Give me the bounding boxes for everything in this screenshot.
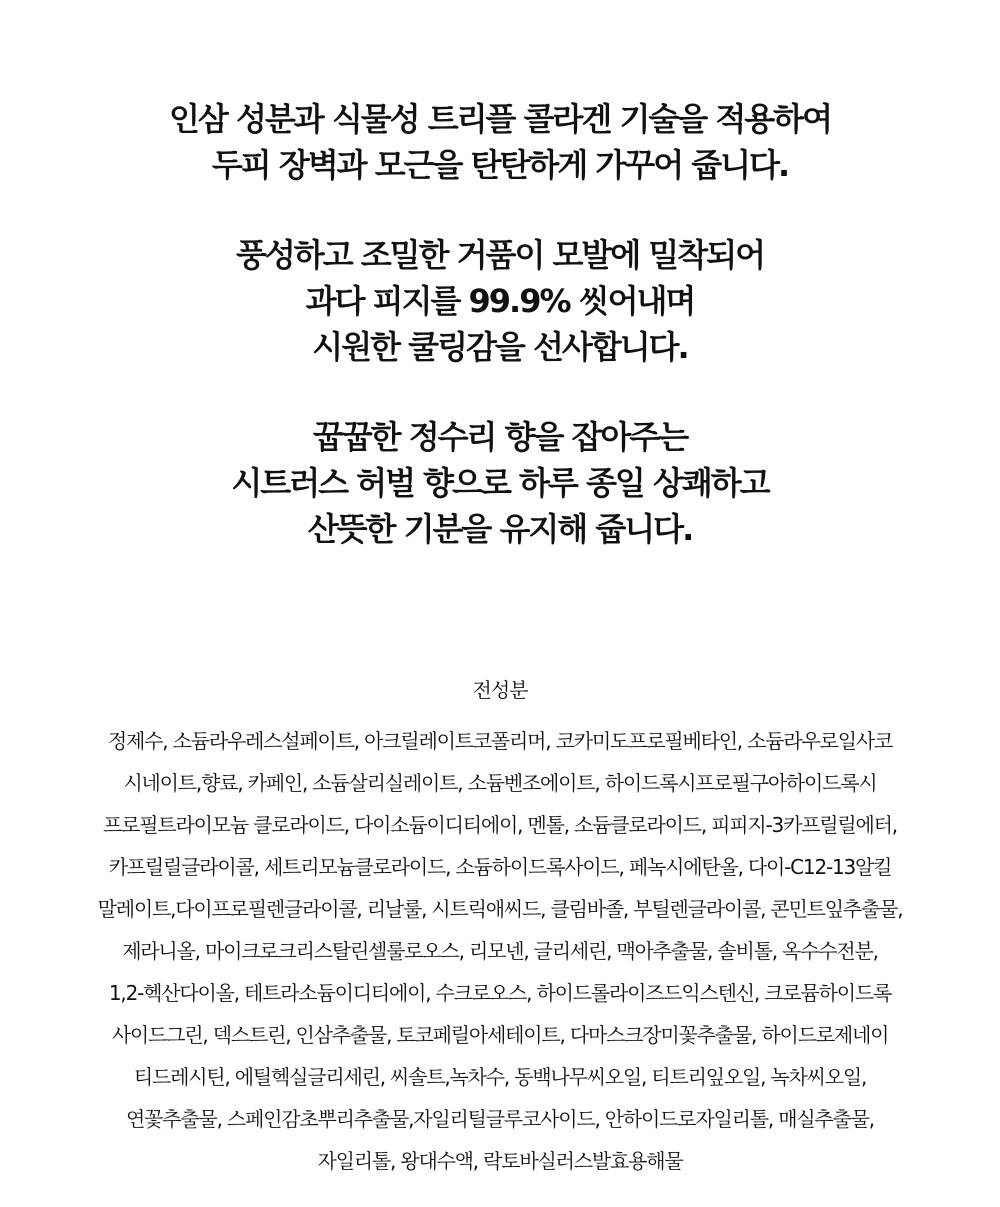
description-paragraph-1: [0, 96, 1000, 188]
ingredients-line: 사이드그린, 덱스트린, 인삼추출물, 토코페릴아세테이트, 다마스크장미꽃추출물, 하이드로제네이: [111, 1023, 889, 1047]
ingredients-line: 시네이트,향료, 카페인, 소듐살리실레이트, 소듐벤조에이트, 하이드록시프로필구아하이드록시: [123, 771, 877, 795]
ingredients-section: [0, 676, 1000, 1182]
description-line: 과다 피지를 99.9% 씻어내며: [305, 282, 695, 320]
description-paragraph-2: [0, 232, 1000, 370]
description-line: 풍성하고 조밀한 거품이 모발에 밀착되어: [235, 236, 765, 274]
ingredients-line: 제라니올, 마이크로크리스탈린셀룰로오스, 리모넨, 글리세린, 맥아추출물, 솔비톨, 옥수수전분,: [122, 939, 878, 963]
ingredients-line: 프로필트라이모늄 클로라이드, 다이소듐이디티에이, 멘톨, 소듐클로라이드, 피피지-3카프릴릴에터,: [103, 813, 897, 837]
ingredients-line: 티드레시틴, 에틸헥실글리세린, 씨솔트,녹차수, 동백나무씨오일, 티트리잎오일, 녹차씨오일,: [133, 1065, 867, 1089]
ingredients-line: 카프릴릴글라이콜, 세트리모늄클로라이드, 소듐하이드록사이드, 페녹시에탄올, 다이-C12-13알킬: [108, 855, 892, 879]
product-description: [0, 96, 1000, 596]
ingredients-line: 정제수, 소듐라우레스설페이트, 아크릴레이트코폴리머, 코카미도프로필베타인, 소듐라우로일사코: [107, 729, 893, 753]
description-line: 인삼 성분과 식물성 트리플 콜라겐 기술을 적용하여: [169, 100, 831, 138]
description-line: 시트러스 허벌 향으로 하루 종일 상쾌하고: [231, 464, 769, 502]
description-line: 산뜻한 기분을 유지해 줍니다.: [307, 510, 693, 548]
ingredients-line: 연꽃추출물, 스페인감초뿌리추출물,자일리틸글루코사이드, 안하이드로자일리톨, 매실추출물,: [126, 1107, 874, 1131]
ingredients-line: 말레이트,다이프로필렌글라이콜, 리날룰, 시트릭애씨드, 클림바졸, 부틸렌글라이콜, 콘민트잎추출물,: [97, 897, 903, 921]
ingredients-line: 자일리톨, 왕대수액, 락토바실러스발효용해물: [317, 1149, 683, 1173]
description-paragraph-3: [0, 414, 1000, 552]
ingredients-title: 전성분: [472, 678, 528, 702]
ingredients-line: 1,2-헥산다이올, 테트라소듐이디티에이, 수크로오스, 하이드롤라이즈드익스텐신, 크로뮴하이드록: [108, 981, 892, 1005]
description-line: 꿉꿉한 정수리 향을 잡아주는: [312, 418, 688, 456]
description-line: 시원한 쿨링감을 선사합니다.: [312, 328, 688, 366]
description-line: 두피 장벽과 모근을 탄탄하게 가꾸어 줍니다.: [211, 146, 789, 184]
